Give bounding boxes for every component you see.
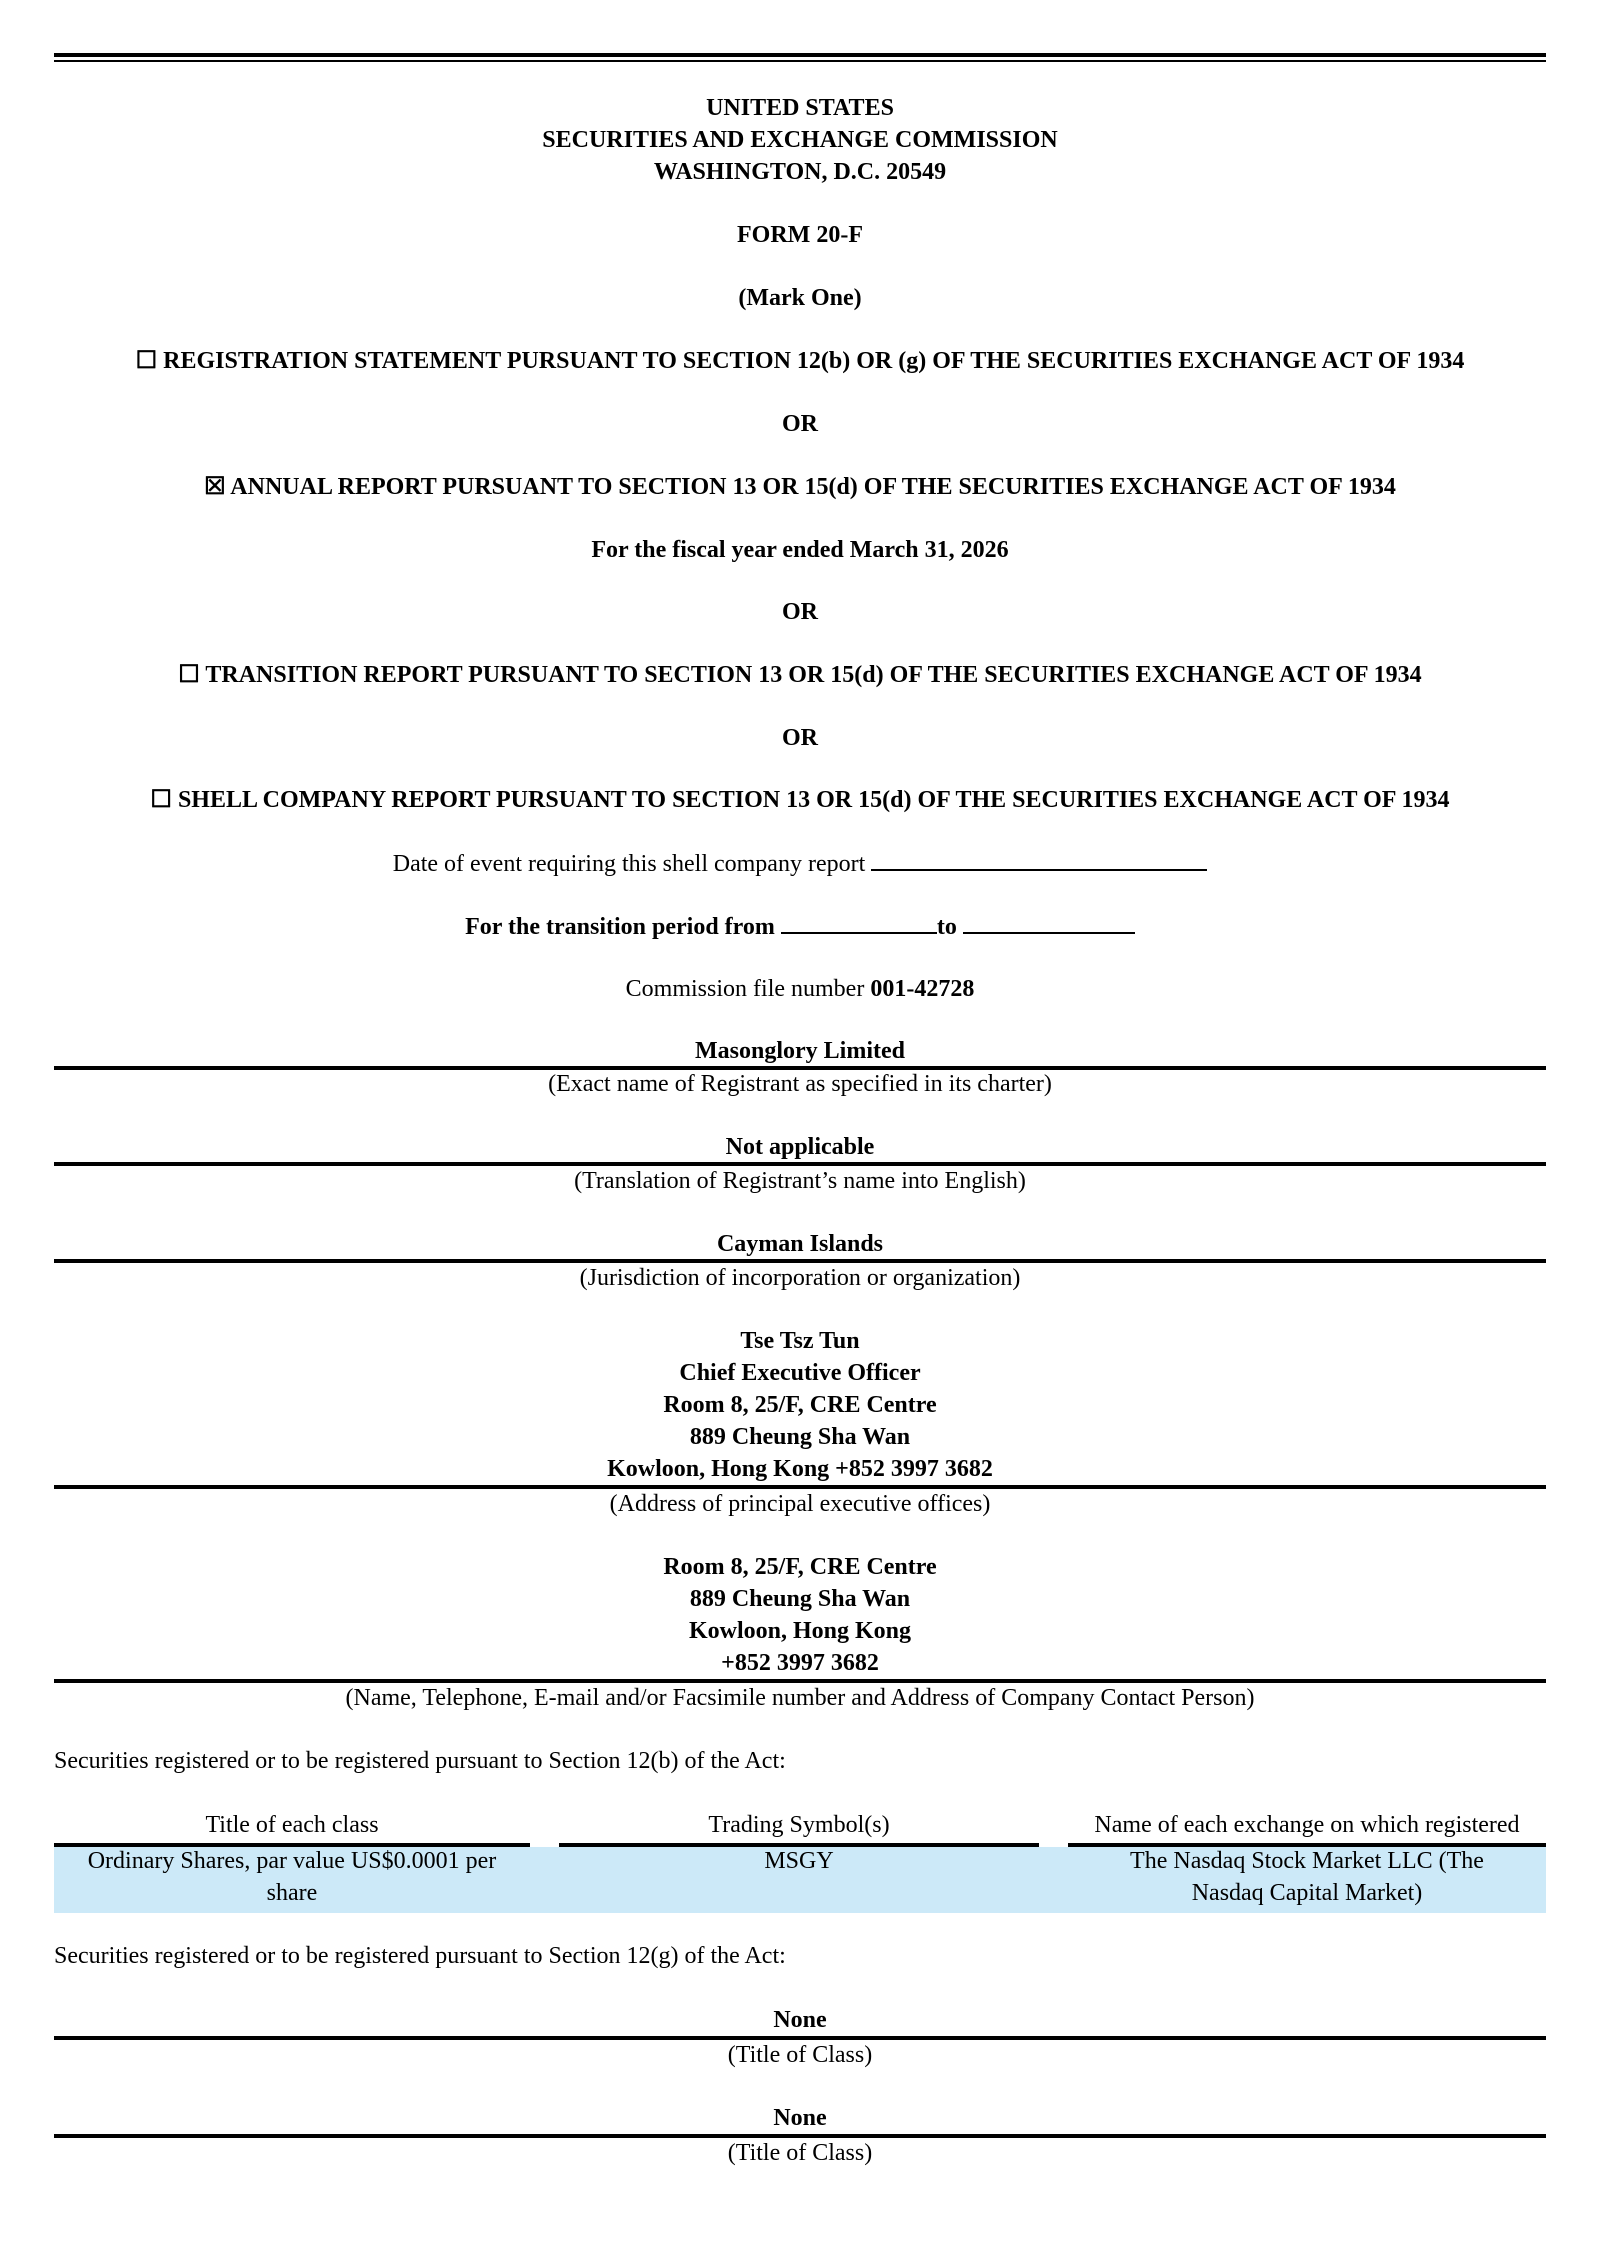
mark-one-label: (Mark One) [738,285,862,311]
or-separator: OR [782,599,818,625]
title-of-class-line1: Ordinary Shares, par value US$0.0001 per [87,1848,497,1874]
principal-office-line: 889 Cheung Sha Wan [689,1424,911,1450]
fiscal-year-line: For the fiscal year ended March 31, 2026 [591,537,1009,563]
table-header-exchange: Name of each exchange on which registered [1094,1812,1520,1838]
registration-statement-option: ☐ REGISTRATION STATEMENT PURSUANT TO SECTION 12(b) OR (g) OF THE SECURITIES EXCHANGE ACT OF 1934 [135,348,1465,374]
principal-office-caption: (Address of principal executive offices) [609,1491,991,1517]
table-header-trading-symbol: Trading Symbol(s) [708,1812,890,1838]
section-12g-entry-caption: (Title of Class) [727,2140,873,2166]
transition-period-from-blank [781,910,937,934]
principal-office-line: Chief Executive Officer [679,1360,921,1386]
agency-name-line2: SECURITIES AND EXCHANGE COMMISSION [542,127,1058,153]
transition-period-to-blank [963,910,1135,934]
agency-address: WASHINGTON, D.C. 20549 [653,159,947,185]
exchange-line1: The Nasdaq Stock Market LLC (The [1130,1848,1484,1874]
registrant-translation: Not applicable [725,1134,875,1160]
principal-office-line: Tse Tsz Tun [740,1328,860,1354]
transition-report-option: ☐ TRANSITION REPORT PURSUANT TO SECTION 13 OR 15(d) OF THE SECURITIES EXCHANGE ACT OF 1934 [178,662,1422,688]
top-double-rule-secondary [54,60,1546,62]
contact-line: 889 Cheung Sha Wan [689,1586,911,1612]
agency-name-line1: UNITED STATES [706,95,894,121]
principal-office-line: Room 8, 25/F, CRE Centre [663,1392,937,1418]
registrant-translation-caption: (Translation of Registrant’s name into English) [574,1168,1026,1194]
shell-event-date-blank [871,847,1207,871]
or-separator: OR [782,725,818,751]
table-cell-title-of-class [54,1845,530,1909]
table-header-title-of-class: Title of each class [205,1812,379,1838]
commission-file-line [54,973,1546,1005]
shell-event-date-label: Date of event requiring this shell company report [392,851,866,877]
section-12g-entry-caption: (Title of Class) [727,2042,873,2068]
principal-office-line: Kowloon, Hong Kong +852 3997 3682 [607,1456,993,1482]
contact-line: +852 3997 3682 [721,1650,879,1676]
section-12g-intro: Securities registered or to be registered pursuant to Section 12(g) of the Act: [54,1943,786,1969]
jurisdiction: Cayman Islands [716,1231,884,1257]
contact-line: Kowloon, Hong Kong [688,1618,912,1644]
commission-file-label: Commission file number [625,976,865,1002]
shell-event-date-line [54,847,1546,880]
top-double-rule [54,53,1546,57]
annual-report-option: ☒ ANNUAL REPORT PURSUANT TO SECTION 13 OR 15(d) OF THE SECURITIES EXCHANGE ACT OF 1934 [204,474,1396,500]
jurisdiction-caption: (Jurisdiction of incorporation or organization) [579,1265,1021,1291]
table-cell-trading-symbol: MSGY [764,1848,834,1874]
section-12g-entry-value: None [773,2007,827,2033]
registrant-name-caption: (Exact name of Registrant as specified in its charter) [548,1071,1052,1097]
section-12b-intro: Securities registered or to be registered pursuant to Section 12(b) of the Act: [54,1748,786,1774]
section-12g-entry-value: None [773,2105,827,2131]
shell-company-report-option: ☐ SHELL COMPANY REPORT PURSUANT TO SECTION 13 OR 15(d) OF THE SECURITIES EXCHANGE ACT OF 1934 [150,787,1450,813]
commission-file-number: 001-42728 [870,976,975,1002]
contact-caption: (Name, Telephone, E-mail and/or Facsimile number and Address of Company Contact Person) [345,1685,1255,1711]
contact-line: Room 8, 25/F, CRE Centre [663,1554,937,1580]
transition-period-line [54,910,1546,943]
or-separator: OR [782,411,818,437]
registrant-name: Masonglory Limited [695,1038,905,1064]
transition-period-from-label: For the transition period from [465,914,775,940]
transition-period-to-label: to [936,914,957,940]
form-title: FORM 20-F [737,222,863,248]
exchange-line2: Nasdaq Capital Market) [1191,1880,1423,1906]
title-of-class-line2: share [266,1880,318,1906]
table-cell-exchange [1068,1845,1546,1909]
